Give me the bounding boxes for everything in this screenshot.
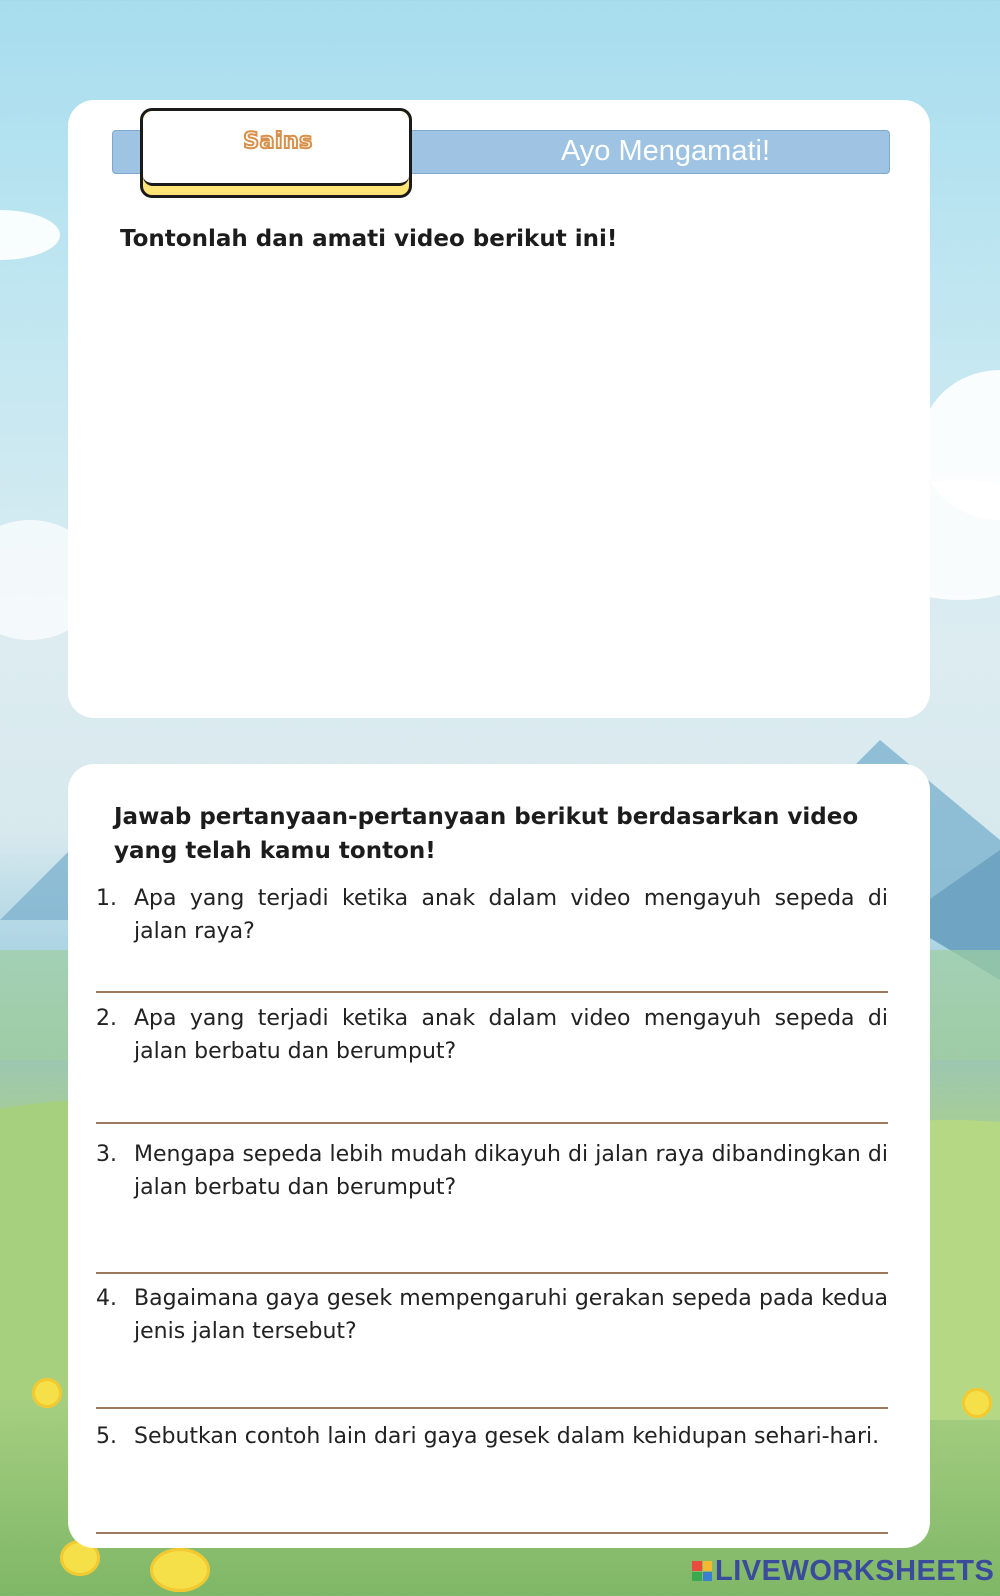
answer-line[interactable]: [96, 1122, 888, 1124]
question-text: Apa yang terjadi ketika anak dalam video mengayuh sepeda di jalan berbatu dan berumput?: [134, 1006, 888, 1064]
question-number: 5.: [96, 1424, 117, 1449]
liveworksheets-logo[interactable]: [692, 1554, 994, 1588]
answer-line[interactable]: [96, 1272, 888, 1274]
question-number: 3.: [96, 1142, 117, 1167]
video-instruction: Tontonlah dan amati video berikut ini!: [120, 226, 618, 252]
answer-line[interactable]: [96, 1532, 888, 1534]
video-card: [68, 100, 930, 718]
question-number: 4.: [96, 1286, 117, 1311]
flower-decoration: [32, 1378, 62, 1408]
subject-label: Sains: [243, 129, 313, 154]
answer-line[interactable]: [96, 1407, 888, 1409]
question-text: Bagaimana gaya gesek mempengaruhi gerakan sepeda pada kedua jenis jalan tersebut?: [134, 1286, 888, 1344]
question-item: [96, 1420, 888, 1453]
question-number: 1.: [96, 886, 117, 911]
logo-text: LIVEWORKSHEETS: [715, 1554, 995, 1587]
questions-intro: Jawab pertanyaan-pertanyaan berikut berdasarkan video yang telah kamu tonton!: [114, 804, 859, 864]
question-item: [96, 1002, 888, 1068]
section-title: Ayo Mengamati!: [560, 135, 771, 167]
questions-card: [68, 764, 930, 1548]
cloud-decoration: [0, 210, 60, 260]
flower-decoration: [150, 1548, 210, 1592]
question-item: [96, 882, 888, 948]
answer-line[interactable]: [96, 991, 888, 993]
subject-tag: [140, 108, 412, 198]
question-text: Mengapa sepeda lebih mudah dikayuh di jalan raya dibandingkan di jalan berbatu dan berumput?: [134, 1142, 888, 1200]
question-item: [96, 1138, 888, 1204]
flower-decoration: [962, 1388, 992, 1418]
question-number: 2.: [96, 1006, 117, 1031]
logo-icon: [692, 1561, 712, 1581]
question-text: Sebutkan contoh lain dari gaya gesek dalam kehidupan sehari-hari.: [134, 1424, 880, 1449]
question-item: [96, 1282, 888, 1348]
question-text: Apa yang terjadi ketika anak dalam video mengayuh sepeda di jalan raya?: [134, 886, 888, 944]
video-area[interactable]: [112, 270, 888, 690]
